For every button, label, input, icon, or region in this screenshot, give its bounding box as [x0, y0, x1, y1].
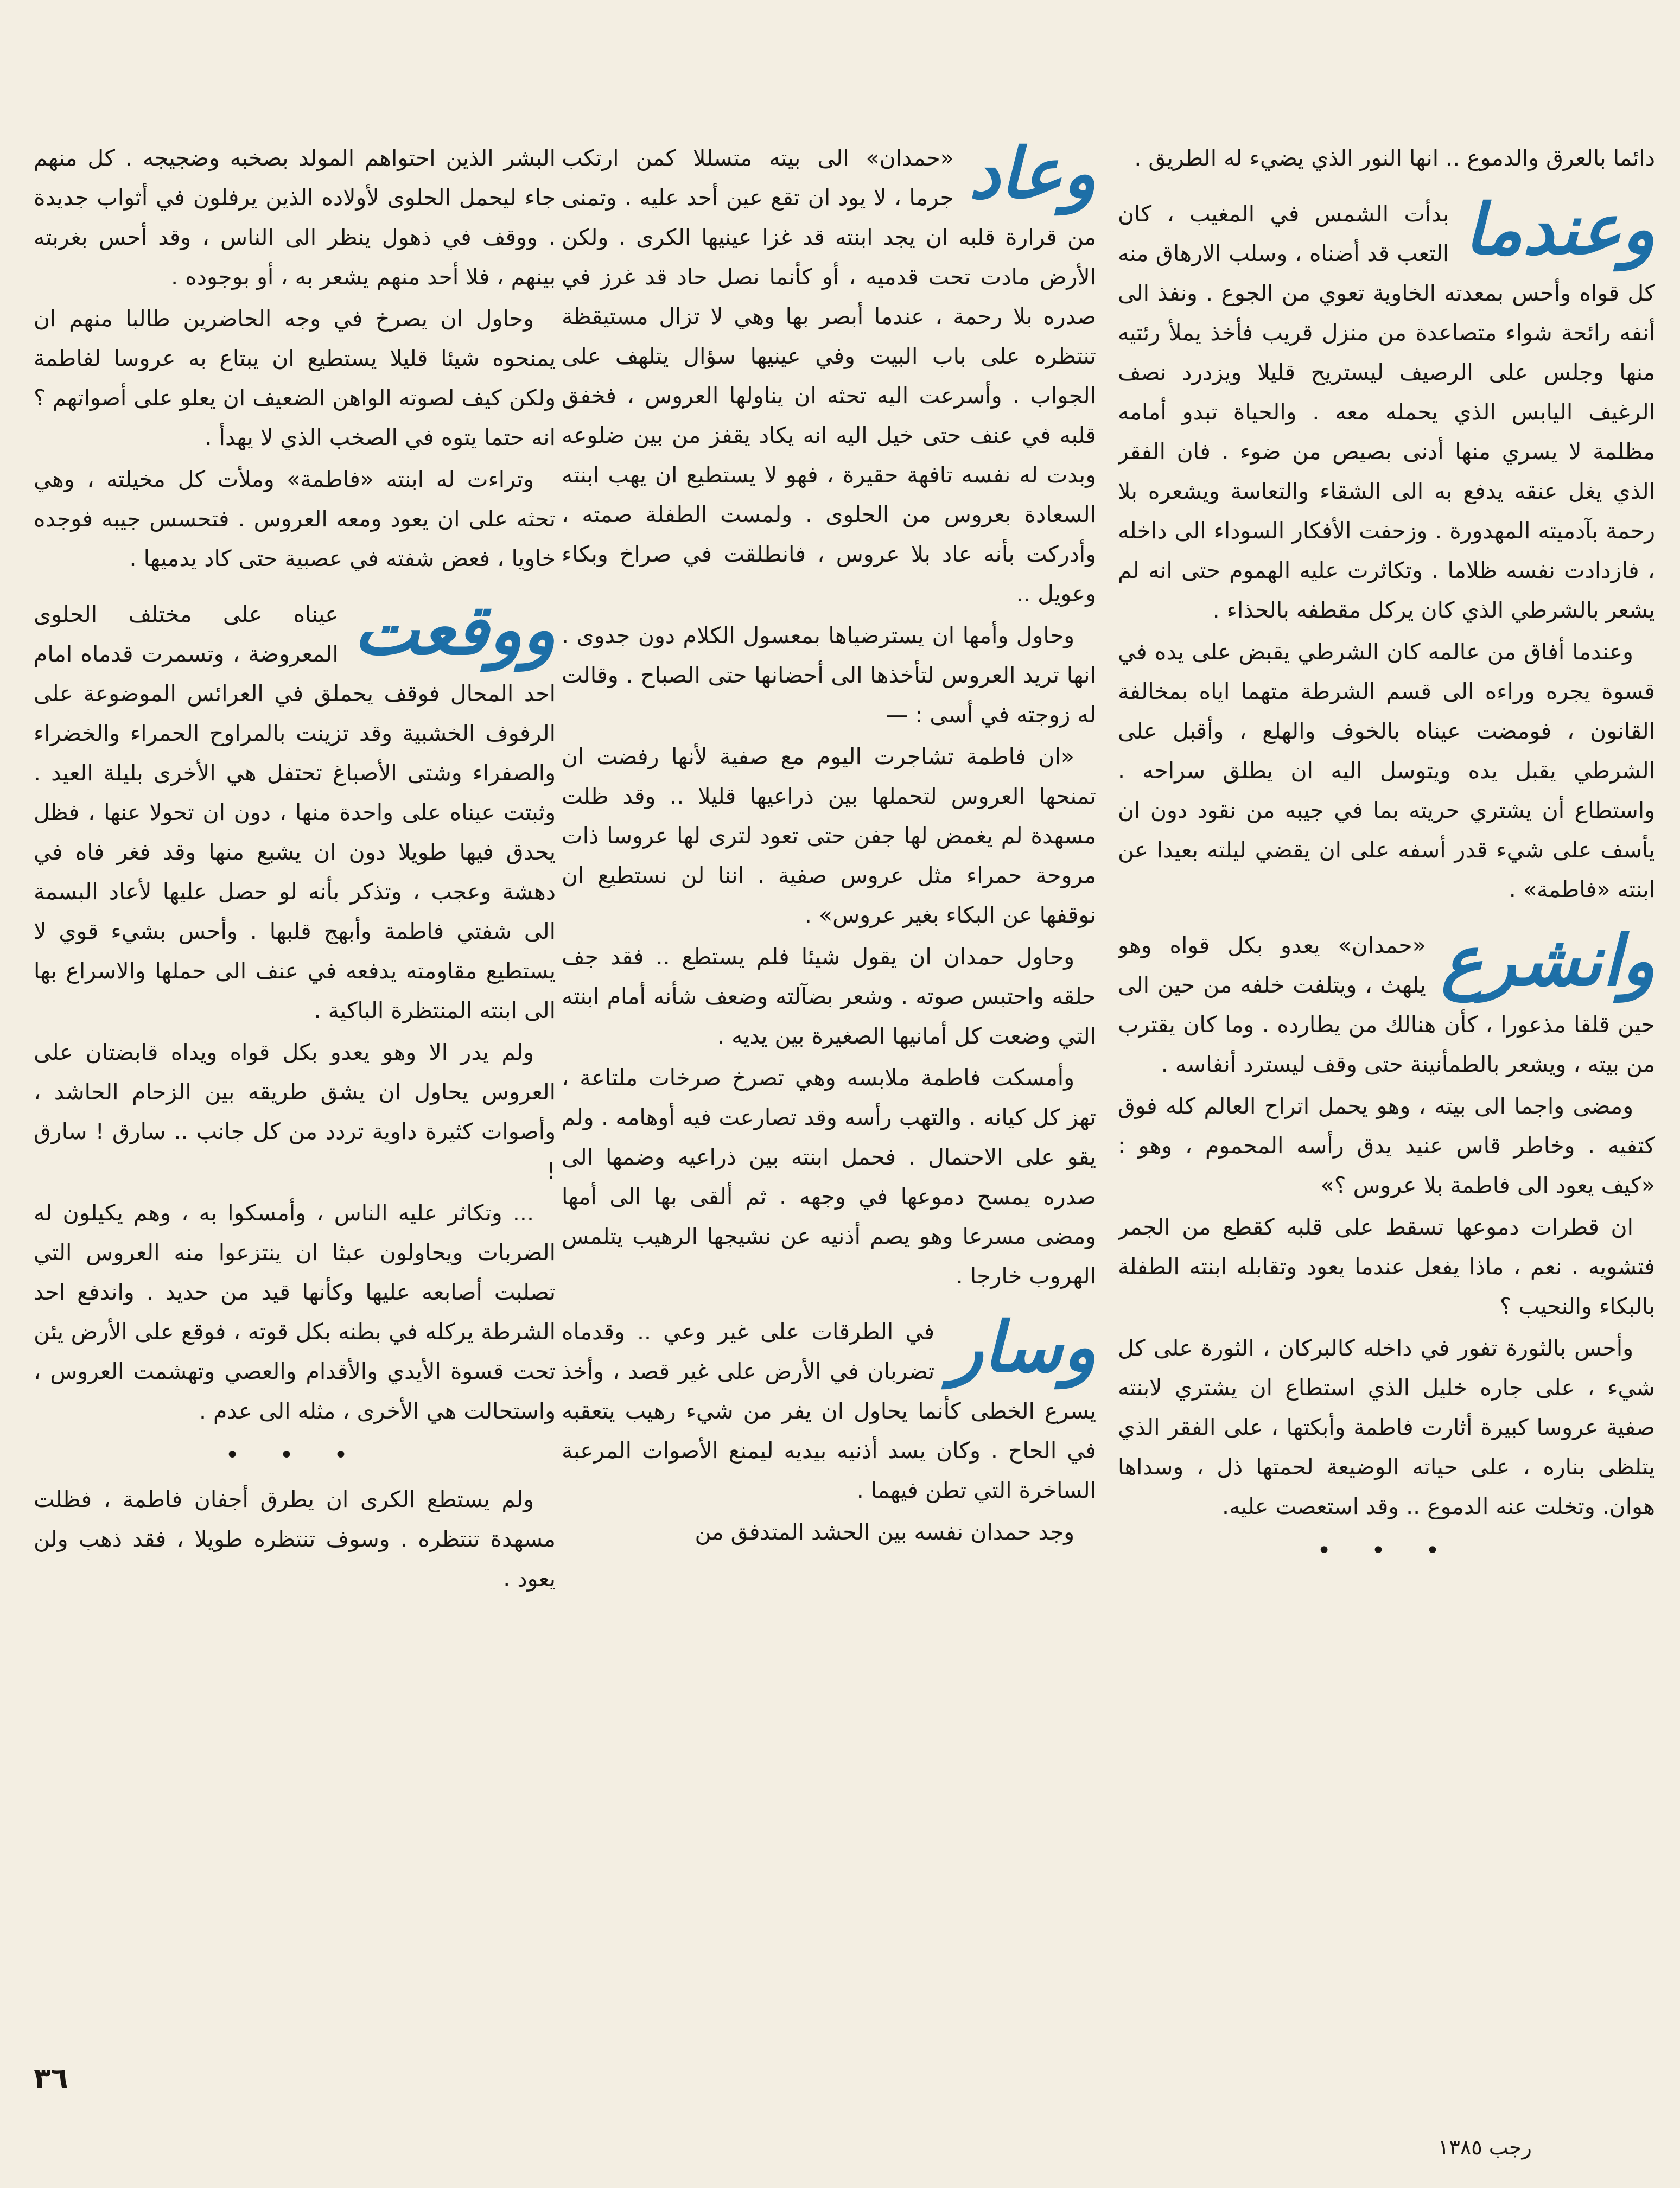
- paragraph: دائما بالعرق والدموع .. انها النور الذي يضيء له الطريق .: [1134, 145, 1655, 171]
- paragraph: ولم يستطع الكرى ان يطرق أجفان فاطمة ، فظلت مسهدة تنتظره . وسوف تنتظره طويلا ، فقد ذهب ولن يعود .: [34, 1486, 556, 1592]
- page-number: ٣٦: [34, 2062, 68, 2095]
- paragraph: في الطرقات على غير وعي .. وقدماه تضربان في الأرض على غير قصد ، وأخذ يسرع الخطى كأنما يحاول ان يفر من شيء رهيب يتعقبه في الحاح . وكان يسد أذنيه بيديه ليمنع الأصوات المرعبة الساخرة التي تطن فيهما .: [562, 1319, 1096, 1503]
- section-separator: • • •: [225, 1441, 364, 1469]
- section-wa-inshara: [1118, 920, 1655, 1526]
- paragraph: وحاول حمدان ان يقول شيئا فلم يستطع .. فقد جف حلقه واحتبس صوته . وشعر بضآلته وضعف شأنه أمام ابنته التي وضعت كل أمانيها الصغيرة بين يديه .: [562, 944, 1096, 1049]
- section-separator: • • •: [1317, 1537, 1456, 1564]
- paragraph: بدأت الشمس في المغيب ، كان التعب قد أضناه ، وسلب الارهاق منه كل قواه وأحس بمعدته الخاوية تعوي من الجوع . ونفذ الى أنفه رائحة شواء متصاعدة من منزل قريب فأخذ يملأ رئتيه منها وجلس على الرصيف ليستريح قليلا ويزدرد نصف الرغيف اليابس الذي يحمله معه . والحياة تبدو أمامه مظلمة لا يسري منها أدنى بصيص من ضوء . فان الفقر الذي يغل عنقه يدفع به الى الشقاء والتعاسة ويشعره بلا رحمة بآدميته المهدورة . وزحفت الأفكار السوداء الى داخله ، فازدادت نفسه ظلاما . وتكاثرت عليه الهموم حتى انه لم يشعر بالشرطي الذي كان يركل مقطفه بالحذاء .: [1118, 201, 1655, 623]
- column-middle: [562, 138, 1096, 2049]
- paragraph: عيناه على مختلف الحلوى المعروضة ، وتسمرت قدماه امام احد المحال فوقف يحملق في العرائس الموضوعة على الرفوف الخشبية وقد تزينت بالمراوح الحمراء والخضراء والصفراء وشتى الأصباغ تحتفل هي الأخرى بليلة العيد . وثبتت عيناه على واحدة منها ، دون ان تحولا عنها ، فظل يحدق فيها طويلا دون ان يشبع منها وقد فغر فاه في دهشة وعجب ، وتذكر بأنه لو حصل عليها لأعاد البسمة الى شفتي فاطمة وأبهج قلبها . وأحس بشيء قوي لا يستطيع مقاومته يدفعه في عنف الى حملها والاسراع بها الى ابنته المنتظرة الباكية .: [34, 601, 556, 1023]
- section-wa-saar: [562, 1307, 1096, 1552]
- section-heading-dropcap: وسار: [950, 1307, 1096, 1388]
- paragraph: وجد حمدان نفسه بين الحشد المتدفق من: [695, 1519, 1074, 1545]
- paragraph: «حمدان» الى بيته متسللا كمن ارتكب جرما ، لا يود ان تقع عين أحد عليه . وتمنى من قرارة قلبه ان يجد ابنته قد غزا عينيها الكرى . ولكن الأرض مادت تحت قدميه ، أو كأنما نصل حاد قد غرز في صدره بلا رحمة ، عندما أبصر بها وهي لا تزال مستيقظة تنتظره على باب البيت وفي عينيها سؤال يتلهف على الجواب . وأسرعت اليه تحثه ان يناولها العروس ، فخفق قلبه في عنف حتى خيل اليه انه يكاد يقفز من بين ضلوعه وبدت له نفسه تافهة حقيرة ، فهو لا يستطيع ان يهب ابنته السعادة بعروس من الحلوى . ولمست الطفلة صمته ، وأدركت بأنه عاد بلا عروس ، فانطلقت في صراخ وبكاء وعويل ..: [562, 145, 1096, 607]
- paragraph: وتراءت له ابنته «فاطمة» وملأت كل مخيلته ، وهي تحثه على ان يعود ومعه العروس . فتحسس جيبه فوجده خاويا ، فعض شفته في عصبية حتى كاد يدميها .: [34, 466, 556, 571]
- section-heading-dropcap: وعندما: [1464, 189, 1655, 270]
- section-wa-aad: [562, 138, 1096, 1296]
- paragraph: ان قطرات دموعها تسقط على قلبه كقطع من الجمر فتشويه . نعم ، ماذا يفعل عندما يعود وتقابله ابنته الطفلة بالبكاء والنحيب ؟: [1118, 1214, 1655, 1319]
- column-left: [34, 138, 556, 2049]
- paragraph: وعندما أفاق من عالمه كان الشرطي يقبض على يده في قسوة يجره وراءه الى قسم الشرطة متهما اياه بمخالفة القانون ، فومضت عيناه بالخوف والهلع ، وأقبل على الشرطي يقبل يده ويتوسل اليه ان يطلق سراحه . واستطاع أن يشتري حريته بما في جيبه من نقود دون ان يأسف على شيء قدر أسفه على ان يقضي ليلته بعيدا عن ابنته «فاطمة» .: [1118, 639, 1655, 902]
- paragraph: وحاول ان يصرخ في وجه الحاضرين طالبا منهم ان يمنحوه شيئا قليلا يستطيع ان يبتاع به عروسا لفاطمة ولكن كيف لصوته الواهن الضعيف ان يعلو على أصواتهم ؟ انه حتما يتوه في الصخب الذي لا يهدأ .: [34, 306, 556, 450]
- paragraph: ولم يدر الا وهو يعدو بكل قواه ويداه قابضتان على العروس يحاول ان يشق طريقه بين الزحام الحاشد ، وأصوات كثيرة داوية تردد من كل جانب .. سارق ! سارق !: [34, 1039, 556, 1184]
- paragraph: وحاول وأمها ان يسترضياها بمعسول الكلام دون جدوى . انها تريد العروس لتأخذها الى أحضانها حتى الصباح . وقالت له زوجته في أسى : —: [562, 622, 1096, 728]
- section-wa-indama: [1118, 189, 1655, 909]
- paragraph: «حمدان» يعدو بكل قواه وهو يلهث ، ويتلفت خلفه من حين الى حين قلقا مذعورا ، كأن هنالك من يطارده . وما كان يقترب من بيته ، ويشعر بالطمأنينة حتى وقف ليسترد أنفاسه .: [1118, 932, 1655, 1077]
- section-wa-waqaat: [34, 589, 556, 1431]
- paragraph: ... وتكاثر عليه الناس ، وأمسكوا به ، وهم يكيلون له الضربات ويحاولون عبثا ان ينتزعوا منه العروس التي تصلبت أصابعه عليها وكأنها قيد من حديد . واندفع احد الشرطة يركله في بطنه بكل قوته ، فوقع على الأرض يئن تحت قسوة الأيدي والأقدام والعصي وتهشمت العروس ، واستحالت هي الأخرى ، مثله الى عدم .: [34, 1200, 556, 1424]
- paragraph: وأمسكت فاطمة ملابسه وهي تصرخ صرخات ملتاعة ، تهز كل كيانه . والتهب رأسه وقد تصارعت فيه أوهامه . ولم يقو على الاحتمال . فحمل ابنته بين ذراعيه وضمها الى صدره يمسح دموعها في وجهه . ثم ألقى بها الى أمها ومضى مسرعا وهو يصم أذنيه عن نشيجها الرهيب يتلمس الهروب خارجا .: [562, 1065, 1096, 1289]
- paragraph: «ان فاطمة تشاجرت اليوم مع صفية لأنها رفضت ان تمنحها العروس لتحملها بين ذراعيها قليلا .. وقد ظلت مسهدة لم يغمض لها جفن حتى تعود لترى لها عروسا ذات مروحة حمراء مثل عروس صفية . اننا لن نستطيع ان نوقفها عن البكاء بغير عروس» .: [562, 743, 1096, 928]
- section-heading-dropcap: وعاد: [969, 138, 1096, 214]
- paragraph: ومضى واجما الى بيته ، وهو يحمل اتراح العالم كله فوق كتفيه . وخاطر قاس عنيد يدق رأسه المحموم ، وهو : «كيف يعود الى فاطمة بلا عروس ؟»: [1118, 1093, 1655, 1198]
- paragraph: وأحس بالثورة تفور في داخله كالبركان ، الثورة على كل شيء ، على جاره خليل الذي استطاع ان يشتري لابنته صفية عروسا كبيرة أثارت فاطمة وأبكتها ، على الفقر الذي يتلظى بناره ، على حياته الوضيعة لحمتها ذل ، وسداها هوان. وتخلت عنه الدموع .. وقد استعصت عليه.: [1118, 1335, 1655, 1519]
- issue-date: رجب ١٣٨٥: [1438, 2135, 1532, 2159]
- column-right: [1118, 138, 1655, 2049]
- paragraph: البشر الذين احتواهم المولد بصخبه وضجيجه . كل منهم جاء ليحمل الحلوى لأولاده الذين يرفلون في أثواب جديدة . ووقف في ذهول ينظر الى الناس ، وقد أحس بغربته بينهم ، فلا أحد منهم يشعر به ، أو بوجوده .: [34, 145, 556, 290]
- section-heading-dropcap: ووقعت: [353, 589, 556, 671]
- section-heading-dropcap: وانشرع: [1441, 920, 1655, 1002]
